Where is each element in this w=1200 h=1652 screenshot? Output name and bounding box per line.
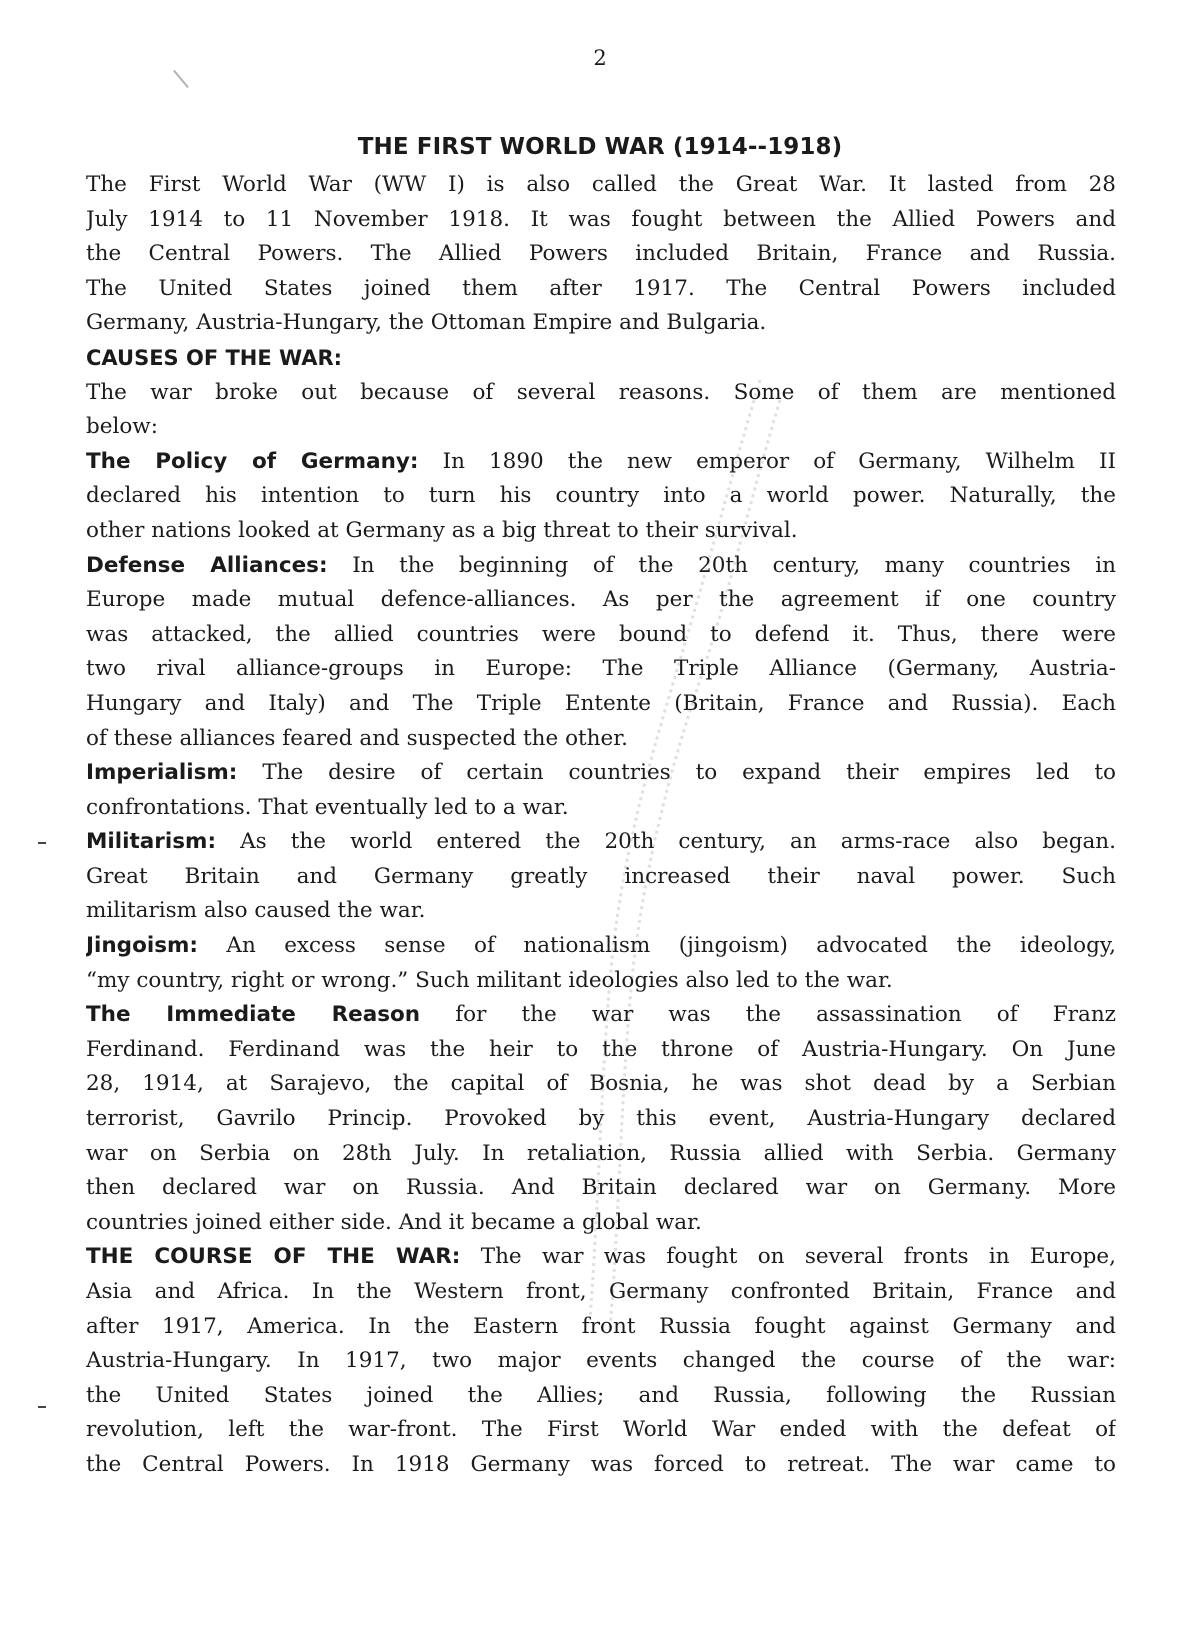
line-text: Hungary and Italy) and The Triple Entente (Britain, France and Russia). Each: [86, 690, 1116, 716]
line-text: Austria-Hungary. In 1917, two major events changed the course of the war:: [86, 1348, 1116, 1374]
line-text: Ferdinand. Ferdinand was the heir to the throne of Austria-Hungary. On June: [86, 1036, 1116, 1062]
text-line: [86, 687, 1116, 722]
paragraph-lead: The Immediate Reason: [86, 1002, 421, 1028]
line-text: The desire of certain countries to expand their empires led to: [237, 760, 1116, 786]
line-text: two rival alliance-groups in Europe: The Triple Alliance (Germany, Austria-: [86, 656, 1116, 682]
text-line: [86, 237, 1116, 272]
text-line: [86, 964, 1116, 999]
line-text: of these alliances feared and suspected the other.: [86, 725, 628, 751]
text-line: [86, 203, 1116, 238]
margin-mark: [38, 1406, 46, 1408]
text-line: [86, 1310, 1116, 1345]
text-line: [86, 410, 1116, 445]
line-text: confrontations. That eventually led to a war.: [86, 794, 569, 820]
line-text: countries joined either side. And it became a global war.: [86, 1209, 702, 1235]
paragraph-lead: Militarism:: [86, 829, 217, 855]
line-text: the United States joined the Allies; and Russia, following the Russian: [86, 1382, 1116, 1408]
text-line: [86, 272, 1116, 307]
paragraph-lead: Imperialism:: [86, 760, 238, 786]
text-line: [86, 825, 1116, 860]
line-text: The First World War (WW I) is also called the Great War. It lasted from 28: [86, 172, 1116, 197]
line-text: July 1914 to 11 November 1918. It was fought between the Allied Powers and: [86, 206, 1116, 232]
text-line: [86, 376, 1116, 411]
paragraph-lead: The Policy of Germany:: [86, 448, 419, 474]
scan-mark: [173, 70, 189, 88]
line-text: revolution, left the war-front. The First World War ended with the defeat of: [86, 1417, 1116, 1443]
page-title: THE FIRST WORLD WAR (1914--1918): [357, 134, 843, 160]
text-line: [86, 1033, 1116, 1068]
text-line: [86, 514, 1116, 549]
text-line: [86, 1206, 1116, 1241]
line-text: then declared war on Russia. And Britain declared war on Germany. More: [86, 1175, 1116, 1201]
paragraph-lead: THE COURSE OF THE WAR:: [86, 1244, 461, 1270]
text-line: [86, 1067, 1116, 1102]
paragraph-lead: Defense Alliances:: [86, 552, 328, 578]
text-line: [86, 341, 1116, 376]
line-text: 28, 1914, at Sarajevo, the capital of Bosnia, he was shot dead by a Serbian: [86, 1071, 1116, 1097]
text-line: [86, 618, 1116, 653]
line-text: “my country, right or wrong.” Such militant ideologies also led to the war.: [86, 967, 893, 993]
line-text: the Central Powers. The Allied Powers included Britain, France and Russia.: [86, 241, 1116, 267]
line-text: An excess sense of nationalism (jingoism) advocated the ideology,: [198, 933, 1116, 959]
text-line: [86, 998, 1116, 1033]
line-text: Germany, Austria-Hungary, the Ottoman Empire and Bulgaria.: [86, 310, 767, 336]
text-line: [86, 583, 1116, 618]
line-text: was attacked, the allied countries were bound to defend it. Thus, there were: [86, 621, 1116, 647]
text-line: [86, 860, 1116, 895]
line-text: for the war was the assassination of Franz: [420, 1002, 1116, 1028]
line-text: Europe made mutual defence-alliances. As per the agreement if one country: [86, 587, 1116, 613]
text-line: [86, 1171, 1116, 1206]
text-line: [86, 929, 1116, 964]
text-line: [86, 756, 1116, 791]
paragraph-lead: Jingoism:: [86, 933, 199, 959]
page-number: 2: [593, 46, 607, 70]
line-text: Asia and Africa. In the Western front, Germany confronted Britain, France and: [86, 1279, 1116, 1304]
line-text: In the beginning of the 20th century, many countries in: [327, 552, 1116, 578]
text-line: [86, 1448, 1116, 1483]
text-line: [86, 894, 1116, 929]
line-text: As the world entered the 20th century, an arms-race also began.: [216, 829, 1116, 855]
text-line: [86, 549, 1116, 584]
line-text: Great Britain and Germany greatly increased their naval power. Such: [86, 863, 1116, 889]
text-line: [86, 1240, 1116, 1275]
line-text: declared his intention to turn his country into a world power. Naturally, the: [86, 483, 1116, 509]
text-line: [86, 1379, 1116, 1414]
line-text: war on Serbia on 28th July. In retaliation, Russia allied with Serbia. Germany: [86, 1140, 1116, 1166]
line-text: terrorist, Gavrilo Princip. Provoked by this event, Austria-Hungary declared: [86, 1106, 1116, 1132]
line-text: The war broke out because of several reasons. Some of them are mentioned: [86, 379, 1116, 405]
text-line: [86, 1102, 1116, 1137]
text-line: [86, 168, 1116, 203]
text-line: [86, 722, 1116, 757]
text-line: [86, 791, 1116, 826]
section-heading: CAUSES OF THE WAR:: [86, 345, 343, 370]
text-line: [86, 1137, 1116, 1172]
line-text: The war was fought on several fronts in Europe,: [460, 1244, 1116, 1270]
text-line: [86, 1344, 1116, 1379]
text-line: [86, 1275, 1116, 1310]
line-text: after 1917, America. In the Eastern front Russia fought against Germany and: [86, 1313, 1116, 1339]
document-body: [86, 168, 1116, 1483]
line-text: The United States joined them after 1917. The Central Powers included: [86, 275, 1116, 301]
line-text: the Central Powers. In 1918 Germany was forced to retreat. The war came to: [86, 1451, 1116, 1477]
text-line: [86, 1413, 1116, 1448]
line-text: below:: [86, 414, 158, 440]
text-line: [86, 445, 1116, 480]
margin-mark: [38, 842, 46, 844]
line-text: In 1890 the new emperor of Germany, Wilhelm II: [418, 448, 1116, 474]
text-line: [86, 479, 1116, 514]
text-line: [86, 306, 1116, 341]
text-line: [86, 652, 1116, 687]
line-text: other nations looked at Germany as a big threat to their survival.: [86, 517, 798, 543]
line-text: militarism also caused the war.: [86, 898, 426, 924]
